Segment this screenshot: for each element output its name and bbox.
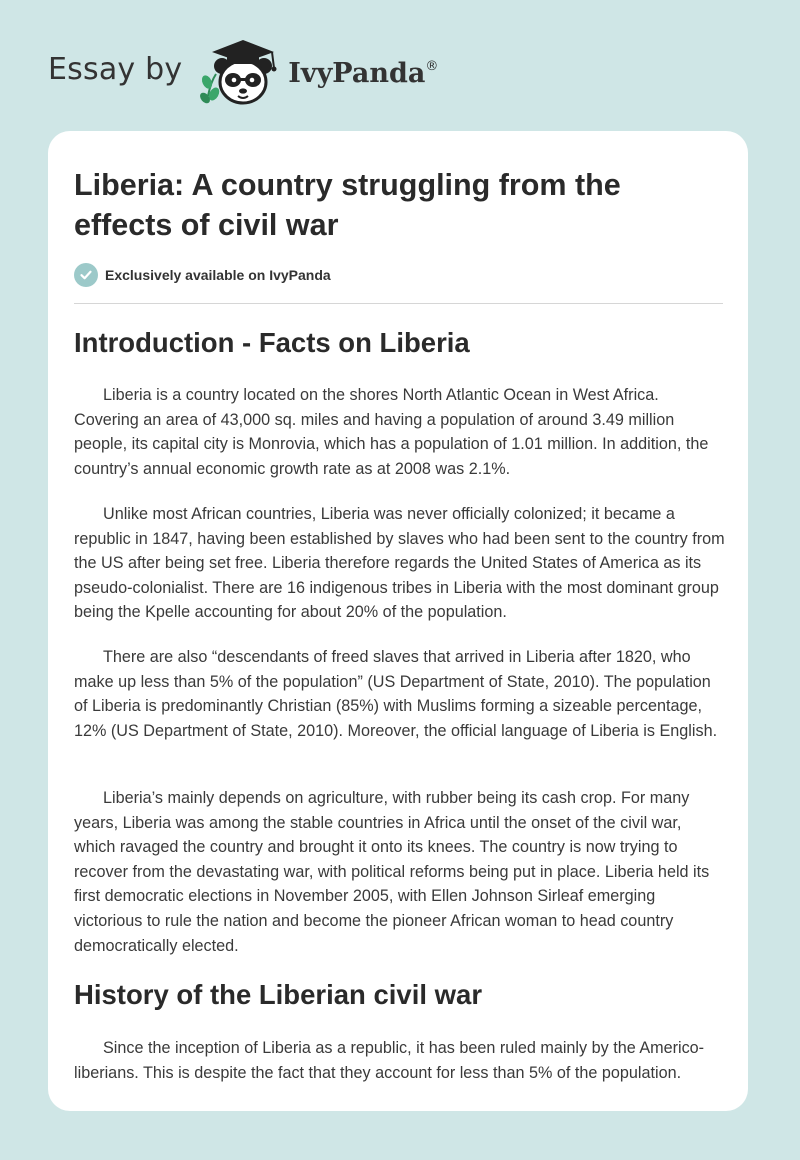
- paragraph: Since the inception of Liberia as a republic, it has been ruled mainly by the Americo-liberians. This is despite the fact that they account for less than 5% of the population.: [74, 1039, 705, 1082]
- ivypanda-logo-icon[interactable]: [194, 36, 284, 108]
- article-card: [48, 131, 748, 1111]
- section-heading: History of the Liberian civil war: [74, 979, 483, 1010]
- paragraph: Liberia’s mainly depends on agriculture, with rubber being its cash crop. For many years, Liberia was among the stable countries in Africa until the onset of the civil war, which ravaged the country and brought it onto its knees. The country is now trying to recover from the devastating war, with political reforms being put in place. Liberia held its first democratic elections in November 2005, with Ellen Johnson Sirleaf emerging victorious to rule the nation and become the pioneer African woman to head country democratically elected.: [74, 789, 710, 955]
- article-title: Liberia: A country struggling from the effects of civil war: [74, 168, 621, 242]
- paragraph: Liberia is a country located on the shores North Atlantic Ocean in West Africa. Covering an area of 43,000 sq. miles and having a population of around 3.49 million people, its capital city is Monrovia, which has a population of 1.01 million. In addition, the country’s annual economic growth rate as at 2008 was 2.1%.: [74, 386, 709, 478]
- site-header: [48, 36, 508, 108]
- exclusive-badge: [74, 263, 331, 287]
- brand-name[interactable]: IvyPanda®: [288, 57, 439, 89]
- exclusive-label: Exclusively available on IvyPanda: [105, 267, 331, 283]
- essay-by-label: Essay by: [48, 51, 183, 87]
- checkmark-icon: [74, 263, 98, 287]
- registered-mark: ®: [425, 58, 439, 74]
- divider: [74, 303, 723, 304]
- paragraph: There are also “descendants of freed slaves that arrived in Liberia after 1820, who make up less than 5% of the population” (US Department of State, 2010). The population of Liberia is predominantly Christian (85%) with Muslims forming a sizeable percentage, 12% (US Department of State, 2010). Moreover, the official language of Liberia is English.: [74, 648, 718, 740]
- paragraph: Unlike most African countries, Liberia was never officially colonized; it became a republic in 1847, having been established by slaves who had been sent to the country from the US after being set free. Liberia therefore regards the United States of America as its pseudo-colonialist. There are 16 indigenous tribes in Liberia with the most dominant group being the Kpelle accounting for about 20% of the population.: [74, 505, 725, 622]
- section-heading: Introduction - Facts on Liberia: [74, 327, 470, 358]
